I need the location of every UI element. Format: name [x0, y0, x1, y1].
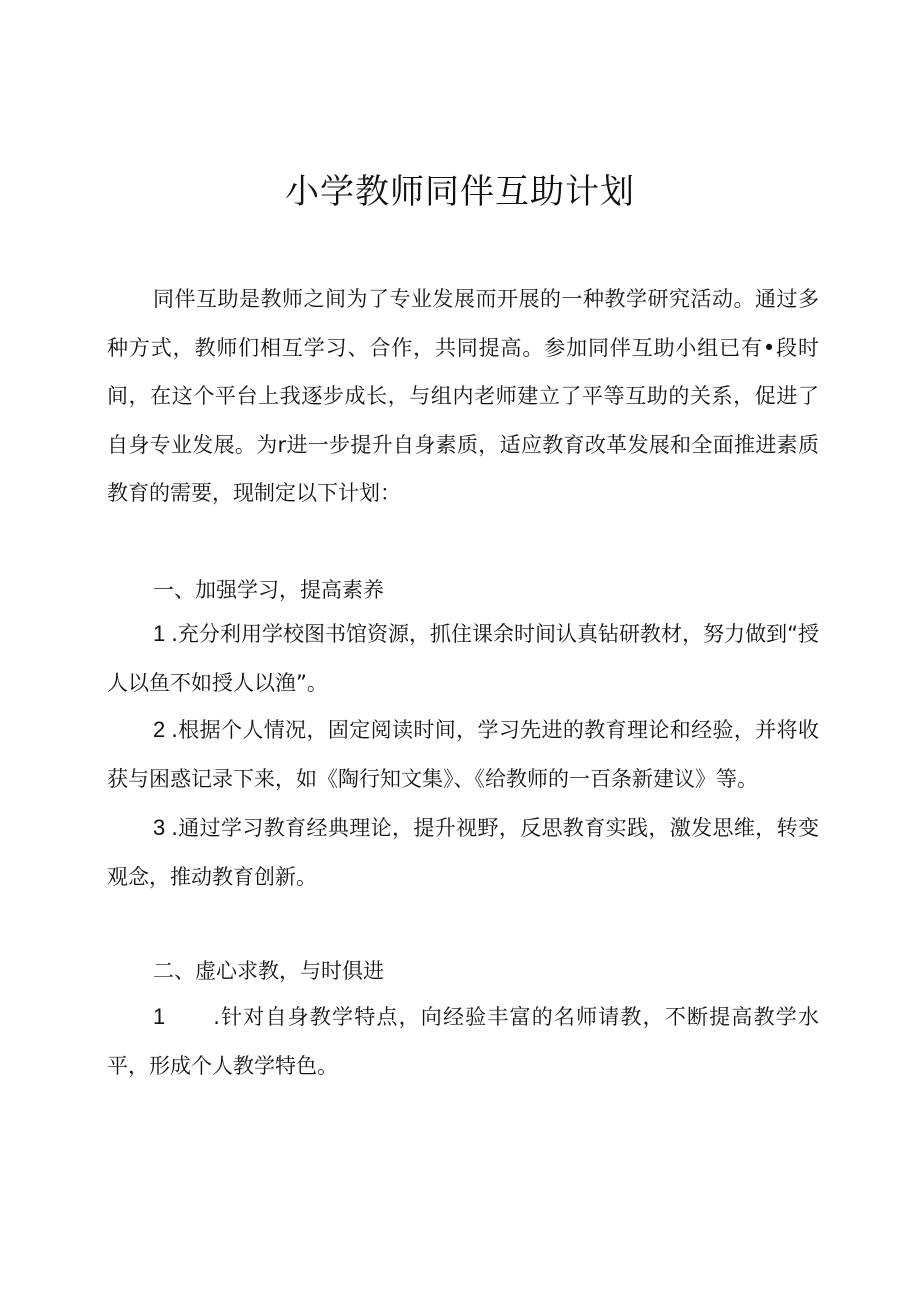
item-text: .通过学习教育经典理论，提升视野，反思教育实践，激发思维，转变观念，推动教育创新。: [107, 816, 819, 889]
section-1-item-1: [107, 610, 819, 707]
item-text: .充分利用学校图书馆资源，抓住课余时间认真钻研教材，努力做到“授人以鱼不如授人以渔”。: [107, 622, 819, 695]
section-heading-1: 一、加强学习，提高素养: [153, 578, 384, 602]
section-2-item-1: [107, 993, 819, 1090]
item-text: .根据个人情况，固定阅读时间，学习先进的教育理论和经验，并将收获与困惑记录下来，如《陶行知文集》、《给教师的一百条新建议》等。: [107, 718, 819, 791]
section-1-item-3: [107, 804, 819, 901]
item-text: .针对自身教学特点，向经验丰富的名师请教，不断提高教学水平，形成个人教学特色。: [107, 1005, 819, 1078]
document-title: 小学教师同伴互助计划: [285, 172, 635, 212]
section-heading-2: 二、虚心求教，与时俱进: [153, 959, 384, 983]
section-1-item-2: [107, 706, 819, 803]
item-number: 1: [153, 621, 166, 646]
item-number: 1: [153, 1004, 166, 1029]
item-number: 3: [153, 815, 166, 840]
intro-paragraph: 同伴互助是教师之间为了专业发展而开展的一种教学研究活动。通过多种方式，教师们相互学习、合作，共同提高。参加同伴互助小组已有•段时间，在这个平台上我逐步成长，与组内老师建立了平等互助的关系，促进了自身专业发展。为r进一步提升自身素质，适应教育改革发展和全面推进素质教育的需要，现制定以下计划：: [107, 287, 819, 505]
item-number: 2: [153, 717, 166, 742]
